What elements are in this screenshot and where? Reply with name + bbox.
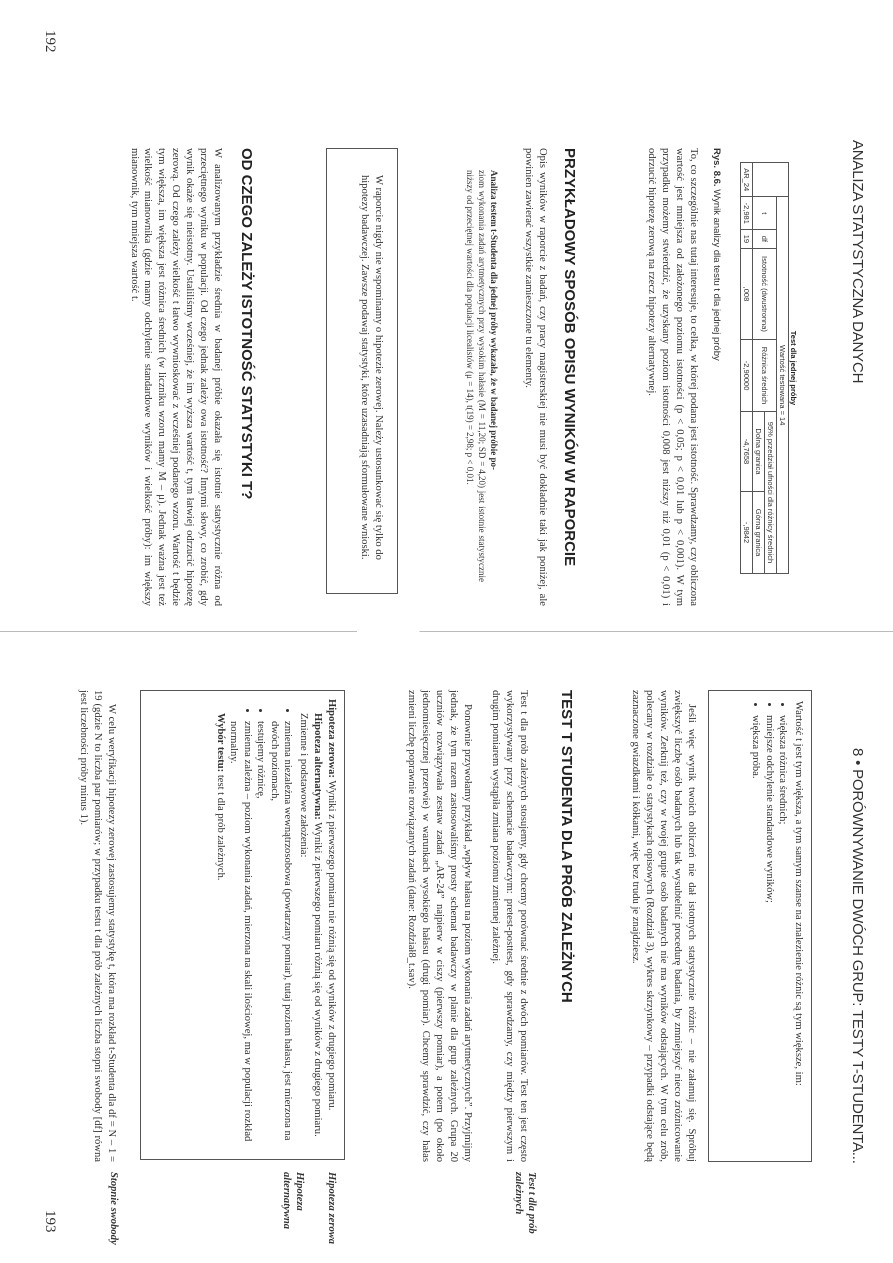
section-title-significance: OD CZEGO ZALEŻY ISTOTNOŚĆ STATYSTYKI T? [238, 148, 255, 500]
one-sample-test-table [740, 162, 789, 574]
test-choice-label: Wybór testu: [214, 713, 226, 773]
cell-df: 19 [741, 230, 753, 249]
right-paragraph-3: Ponownie przywołamy przykład „wpływ hałasu na poziom wykonania zadań arytmetycznych”. Przyjmijmy jednak, że tym razem zastosowaliśmy prosty schemat badawczy w planie dla grup zależnych. Grupa 20 uczniów rozwiązywała zestaw zadań „AR-24” najpierw w ciszy (pierwszy pomiar), a potem (po około jednomiesięcznej przerwie) w warunkach wysokiego hałasu (drugi pomiar). Chcemy sprawdzić, czy hałas zmieni liczbę poprawnie rozwiązanych zadań (dane: Rozdział8_t.sav). [406, 690, 473, 1162]
alternative-hypothesis-text: Wyniki z pierwszego pomiaru różnią się od wyników z drugiego pomiaru. [312, 822, 324, 1137]
left-paragraph-2: Opis wyników w raporcie z badań, czy pracy magisterskiej nie musi być dokładnie taki jak poniżej, ale powinien zawierać wszystkie zamieszczone tu elementy. [523, 148, 548, 606]
side-note-alternative: Hipoteza alternatywna [281, 1172, 305, 1230]
table-row [741, 163, 753, 574]
hypotheses-box [140, 690, 345, 1160]
th-lower: Dolna granica [753, 411, 765, 491]
th-t: t [753, 197, 777, 230]
figure-caption [711, 148, 722, 361]
summary-box-lead: Wartość t jest tym większa, a tym samym szanse na znalezienie różnic są tym większe, im: [793, 701, 804, 1086]
alternative-hypothesis-label: Hipoteza alternatywna: [312, 713, 324, 820]
example-lead: Analiza testem t-Studenta dla jednej próby wykazała, że w badanej próbie po- [489, 170, 499, 470]
assumptions-label: Zmienne i podstawowe założenia: [298, 713, 310, 858]
null-hypothesis-text: Wyniki z pierwszego pomiaru nie różnią się od wyników z drugiego pomiaru. [326, 780, 337, 1111]
th-ci: 95% przedział ufności dla różnicy średnich [765, 411, 777, 573]
right-paragraph-1: Jeśli więc wynik twoich obliczeń nie dał istotnych statystycznie różnic – nie załamuj się. Spróbuj zwiększyć liczbę osób badanych lub tak wysubtelnić procedurę badania, by zmniejszyć nieco zróżnicowanie wyników. Zerknij też, czy w twojej grupie osób badanych nie ma wyników odstających. W tym celu zrób, polecany w rozdziale o statystykach opisowych (Rozdział 3), wykres skrzynkowy – przypadki odstające będą zaznaczone gwiazdkami i kółkami, więc bez trudu je znajdziesz. [630, 690, 697, 1162]
left-paragraph-3: W analizowanym przykładzie średnia w badanej próbie okazała się istotnie statystycznie różna od przeciętnego wyniku w populacji. Od czego jednak zależy owa istotność? Innymi słowy, co zrobić, gdy wynik okaże się nieistotny. Ustaliliśmy wcześniej, że im wyższa wartość t, tym łatwiej odrzucić hipotezę zerową. Od czego zależy wielkość t łatwo wywnioskować z wcześniej podanego wzoru. Wartość t będzie tym większa, im większa jest różnica średnich (w liczniku wzoru mamy M – μ). Jednak ważna jest też wielkość mianownika (gdzie mamy odchylenie standardowe wyników i wielkość próby): im większy mianownik, tym mniejsza wartość t. [128, 148, 223, 606]
th-upper: Górna granica [753, 492, 765, 574]
list-item: • większa różnica średnich; [776, 715, 790, 1151]
list-item: • testujemy różnicę, [254, 721, 268, 1151]
th-p: Istotność (dwustronna) [753, 248, 777, 339]
section-title-dependent: TEST T STUDENTA DLA PRÓB ZALEŻNYCH [558, 690, 575, 1003]
result-table-block [740, 148, 798, 588]
row-label: AR_24 [741, 163, 753, 197]
side-note-null: Hipoteza zerowa [326, 1172, 337, 1245]
side-note-dependent-test: Test t dla prób zależnych [513, 1172, 537, 1234]
left-paragraph-1: To, co szczególnie nas tutaj interesuje, to celka, w której podana jest istotność. Sprawdzamy, czy obliczona wartość jest mniejsza od założonego poziomu istotności (p < 0,05; p < 0,01 lub p < 0,001). W tym przypadku możemy stwierdzić, że uzyskany poziom istotności 0,008 jest niższy niż 0,01 (p < 0,01) i odrzucić hipotezę zerową na rzecz hipotezy alternatywnej. [646, 148, 699, 606]
page-number-right: 193 [42, 1210, 58, 1233]
cell-t: -2,981 [741, 197, 753, 230]
cell-lower: -4,7658 [741, 411, 753, 491]
figure-caption-text: Wynik analizy dla testu t dla jednej próby [711, 189, 722, 361]
test-choice [213, 699, 227, 1151]
running-head-right: 8 • PORÓWNYWANIE DWÓCH GRUP: TESTY T-STUDENTA... [849, 748, 866, 1164]
cell-upper: -,9842 [741, 492, 753, 574]
table-title: Test dla jednej próby [789, 330, 798, 406]
cell-p: ,008 [741, 248, 753, 339]
list-item: • zmienna zależna – poziom wykonania zadań, mierzona na skali ilościowej, ma w populacji rozkład normalny. [227, 721, 254, 1151]
page-gutter [0, 631, 893, 632]
report-note-box [326, 148, 398, 594]
figure-caption-label: Rys. 8.6. [711, 148, 722, 187]
test-choice-text: test t dla prób zależnych. [214, 774, 226, 881]
list-item: • zmienna niezależna wewnątrzosobowa (powtarzany pomiar), tutaj poziom hałasu, jest mierzona na dwóch poziomach, [267, 721, 294, 1151]
side-note-df: Stopnie swobody [108, 1172, 119, 1245]
th-diff: Różnica średnich [753, 340, 777, 412]
summary-box [708, 690, 812, 1162]
summary-list [749, 701, 790, 1151]
section-title-report: PRZYKŁADOWY SPOSÓB OPISU WYNIKÓW W RAPORCIE [561, 148, 578, 567]
right-paragraph-4: W celu weryfikacji hipotezy zerowej zastosujemy statystykę t, która ma rozkład t-Studenta dla df = N – 1 = 19 (gdzie N to liczba par pomiarów; w przypadku testu t dla prób zależnych liczba stopni swobody [df] równa jest liczebności próby minus 1). [78, 690, 117, 1162]
th-df: df [753, 230, 777, 249]
page-number-left: 192 [42, 30, 58, 53]
th-test-value: Wartość testowana = 14 [777, 197, 789, 574]
running-head-left: ANALIZA STATYSTYCZNA DANYCH [849, 140, 866, 384]
right-paragraph-2: Test t dla prób zależnych stosujemy, gdy chcemy porównać średnie z dwóch pomiarów. Test ten jest często wykorzystywany przy schemacie badawczym: pretest-posttest, gdy sprawdzamy, czy między pierwszym i drugim pomiarem wystąpiła zmiana poziomu zmiennej zależnej. [490, 690, 529, 1162]
null-hypothesis-label: Hipoteza zerowa: [326, 699, 337, 778]
list-item: • mniejsze odchylenie standardowe wyników; [762, 715, 776, 1151]
null-hypothesis [324, 699, 338, 1151]
example-text: ziom wykonania zadań arytmetycznych przy wysokim hałasie (M = 11,20; SD = 4,20) jest istotnie statystycznie niższy od przeciętnej wartości dla populacji licealistów (μ = 14), t(19) = 2,98; p < 0,01. [465, 170, 487, 582]
list-item: • większa próba. [749, 715, 763, 1151]
table-corner [753, 163, 789, 197]
alternative-hypothesis [310, 699, 324, 1151]
report-note-text: W raporcie nigdy nie wspominamy o hipotezie zerowej. Należy ustosunkować się tylko do hipotezy badawczej. Zawsze podawaj statystyki, które uzasadniają sformułowane wnioski. [359, 175, 384, 560]
report-example [464, 170, 500, 582]
cell-diff: -2,90000 [741, 340, 753, 412]
assumptions-list [227, 699, 295, 1151]
